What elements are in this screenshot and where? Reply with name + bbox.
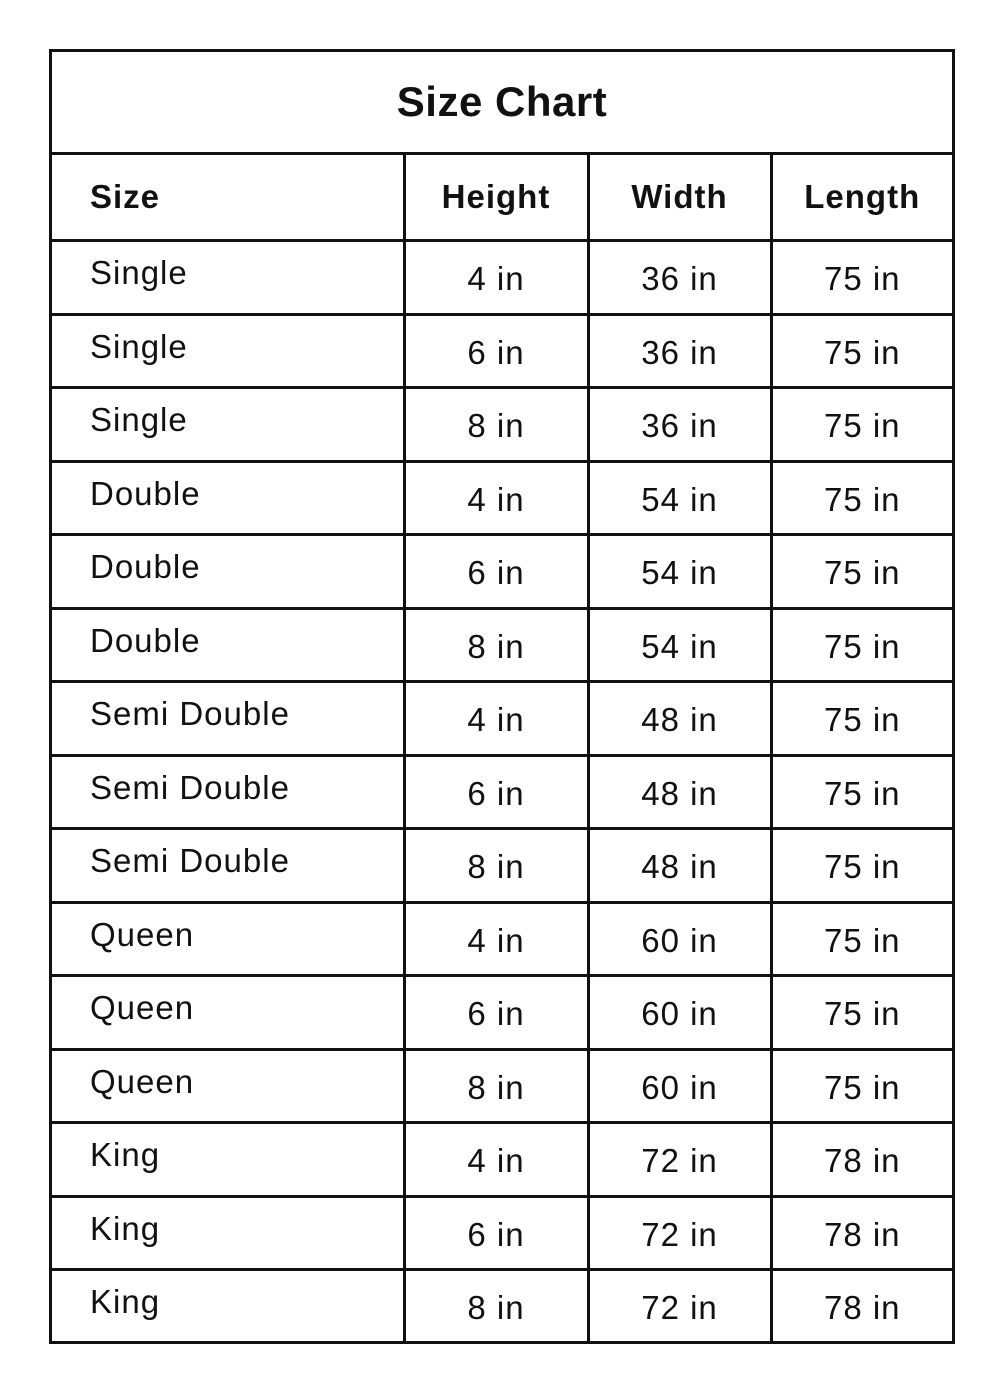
cell-width-text: 36 in — [641, 407, 718, 445]
cell-length — [771, 829, 952, 903]
size-chart-table — [49, 49, 955, 1344]
cell-length-text: 75 in — [823, 480, 901, 518]
cell-size — [52, 682, 404, 756]
cell-height — [404, 241, 588, 315]
table-row — [52, 461, 952, 535]
cell-width — [588, 902, 771, 976]
cell-height-text: 8 in — [467, 1068, 525, 1106]
cell-size-text: Single — [90, 327, 188, 365]
cell-width-text: 72 in — [641, 1215, 718, 1253]
table-row — [52, 976, 952, 1050]
cell-length — [771, 682, 952, 756]
cell-size-text: Queen — [90, 915, 195, 953]
cell-width-text: 48 in — [641, 774, 718, 812]
table-row — [52, 608, 952, 682]
column-header-size: Size — [52, 155, 404, 241]
cell-width-text: 48 in — [641, 848, 718, 886]
cell-width — [588, 608, 771, 682]
cell-length-text: 75 in — [823, 701, 901, 739]
cell-size — [52, 1196, 404, 1270]
cell-size — [52, 829, 404, 903]
cell-width-text: 60 in — [641, 995, 718, 1033]
cell-length — [771, 755, 952, 829]
cell-length-text: 75 in — [823, 407, 901, 445]
table-row — [52, 829, 952, 903]
cell-height — [404, 1049, 588, 1123]
cell-length-text: 75 in — [823, 1068, 901, 1106]
cell-size-text: Single — [90, 401, 188, 439]
column-header-height: Height — [404, 155, 588, 241]
table-row — [52, 1123, 952, 1197]
cell-height — [404, 1270, 588, 1342]
cell-height-text: 4 in — [467, 1142, 525, 1180]
cell-size — [52, 1123, 404, 1197]
column-header-length: Length — [771, 155, 952, 241]
cell-size-text: Double — [90, 474, 201, 512]
cell-height — [404, 608, 588, 682]
cell-width — [588, 829, 771, 903]
cell-size-text: Semi Double — [90, 695, 290, 733]
cell-length-text: 75 in — [823, 848, 901, 886]
cell-size — [52, 461, 404, 535]
cell-width-text: 72 in — [641, 1142, 718, 1180]
cell-width-text: 48 in — [641, 701, 718, 739]
cell-width — [588, 241, 771, 315]
cell-width — [588, 682, 771, 756]
cell-length — [771, 1196, 952, 1270]
cell-size-text: Queen — [90, 1062, 195, 1100]
cell-height-text: 6 in — [467, 1215, 525, 1253]
cell-height — [404, 1196, 588, 1270]
cell-size — [52, 1270, 404, 1342]
cell-width — [588, 976, 771, 1050]
cell-width-text: 60 in — [641, 1068, 718, 1106]
cell-length — [771, 314, 952, 388]
cell-length-text: 75 in — [823, 627, 901, 665]
cell-width — [588, 535, 771, 609]
size-table — [52, 155, 952, 1342]
cell-width-text: 54 in — [641, 554, 718, 592]
header-row — [52, 155, 952, 241]
cell-height-text: 6 in — [467, 554, 525, 592]
cell-length — [771, 1270, 952, 1342]
cell-width — [588, 1123, 771, 1197]
cell-height — [404, 461, 588, 535]
table-row — [52, 314, 952, 388]
cell-width-text: 60 in — [641, 921, 718, 959]
cell-width — [588, 1270, 771, 1342]
column-header-width: Width — [588, 155, 771, 241]
table-row — [52, 1196, 952, 1270]
cell-size-text: Semi Double — [90, 768, 290, 806]
cell-length-text: 75 in — [823, 774, 901, 812]
cell-width — [588, 314, 771, 388]
cell-size — [52, 241, 404, 315]
cell-size — [52, 535, 404, 609]
cell-height — [404, 976, 588, 1050]
cell-height-text: 6 in — [467, 774, 525, 812]
cell-height-text: 4 in — [467, 921, 525, 959]
cell-length-text: 75 in — [823, 921, 901, 959]
table-row — [52, 755, 952, 829]
cell-size-text: Queen — [90, 989, 195, 1027]
cell-width — [588, 461, 771, 535]
cell-height — [404, 755, 588, 829]
cell-size-text: King — [90, 1209, 161, 1247]
cell-size — [52, 755, 404, 829]
cell-size — [52, 388, 404, 462]
cell-length — [771, 1123, 952, 1197]
cell-width-text: 54 in — [641, 627, 718, 665]
cell-length — [771, 902, 952, 976]
cell-height — [404, 902, 588, 976]
cell-length-text: 75 in — [823, 995, 901, 1033]
cell-size — [52, 314, 404, 388]
cell-size-text: Double — [90, 548, 201, 586]
cell-height-text: 4 in — [467, 260, 525, 298]
cell-length-text: 78 in — [823, 1289, 901, 1327]
cell-height-text: 8 in — [467, 848, 525, 886]
cell-length-text: 78 in — [823, 1142, 901, 1180]
cell-length — [771, 388, 952, 462]
cell-width — [588, 1049, 771, 1123]
cell-size-text: King — [90, 1283, 161, 1321]
cell-height — [404, 682, 588, 756]
table-row — [52, 902, 952, 976]
table-row — [52, 1270, 952, 1342]
cell-width-text: 54 in — [641, 480, 718, 518]
cell-length — [771, 241, 952, 315]
table-row — [52, 682, 952, 756]
cell-width-text: 72 in — [641, 1289, 718, 1327]
cell-height-text: 4 in — [467, 480, 525, 518]
table-row — [52, 1049, 952, 1123]
cell-height — [404, 829, 588, 903]
cell-length — [771, 1049, 952, 1123]
cell-width — [588, 755, 771, 829]
cell-height — [404, 535, 588, 609]
cell-size — [52, 902, 404, 976]
cell-size — [52, 976, 404, 1050]
cell-height — [404, 388, 588, 462]
cell-length-text: 75 in — [823, 260, 901, 298]
cell-length — [771, 461, 952, 535]
table-body — [52, 241, 952, 1342]
cell-height-text: 8 in — [467, 407, 525, 445]
cell-size — [52, 608, 404, 682]
cell-height-text: 8 in — [467, 1289, 525, 1327]
cell-length-text: 78 in — [823, 1215, 901, 1253]
cell-length — [771, 976, 952, 1050]
cell-height-text: 6 in — [467, 995, 525, 1033]
cell-size-text: Semi Double — [90, 842, 290, 880]
table-row — [52, 535, 952, 609]
cell-height-text: 8 in — [467, 627, 525, 665]
cell-size-text: Double — [90, 621, 201, 659]
cell-length — [771, 608, 952, 682]
cell-height — [404, 314, 588, 388]
cell-width — [588, 1196, 771, 1270]
cell-height-text: 4 in — [467, 701, 525, 739]
table-row — [52, 388, 952, 462]
cell-length-text: 75 in — [823, 554, 901, 592]
cell-width — [588, 388, 771, 462]
cell-size — [52, 1049, 404, 1123]
cell-height — [404, 1123, 588, 1197]
cell-size-text: King — [90, 1136, 161, 1174]
cell-length — [771, 535, 952, 609]
cell-size-text: Single — [90, 254, 188, 292]
table-row — [52, 241, 952, 315]
chart-title: Size Chart — [52, 52, 952, 155]
cell-height-text: 6 in — [467, 333, 525, 371]
cell-length-text: 75 in — [823, 333, 901, 371]
cell-width-text: 36 in — [641, 260, 718, 298]
cell-width-text: 36 in — [641, 333, 718, 371]
